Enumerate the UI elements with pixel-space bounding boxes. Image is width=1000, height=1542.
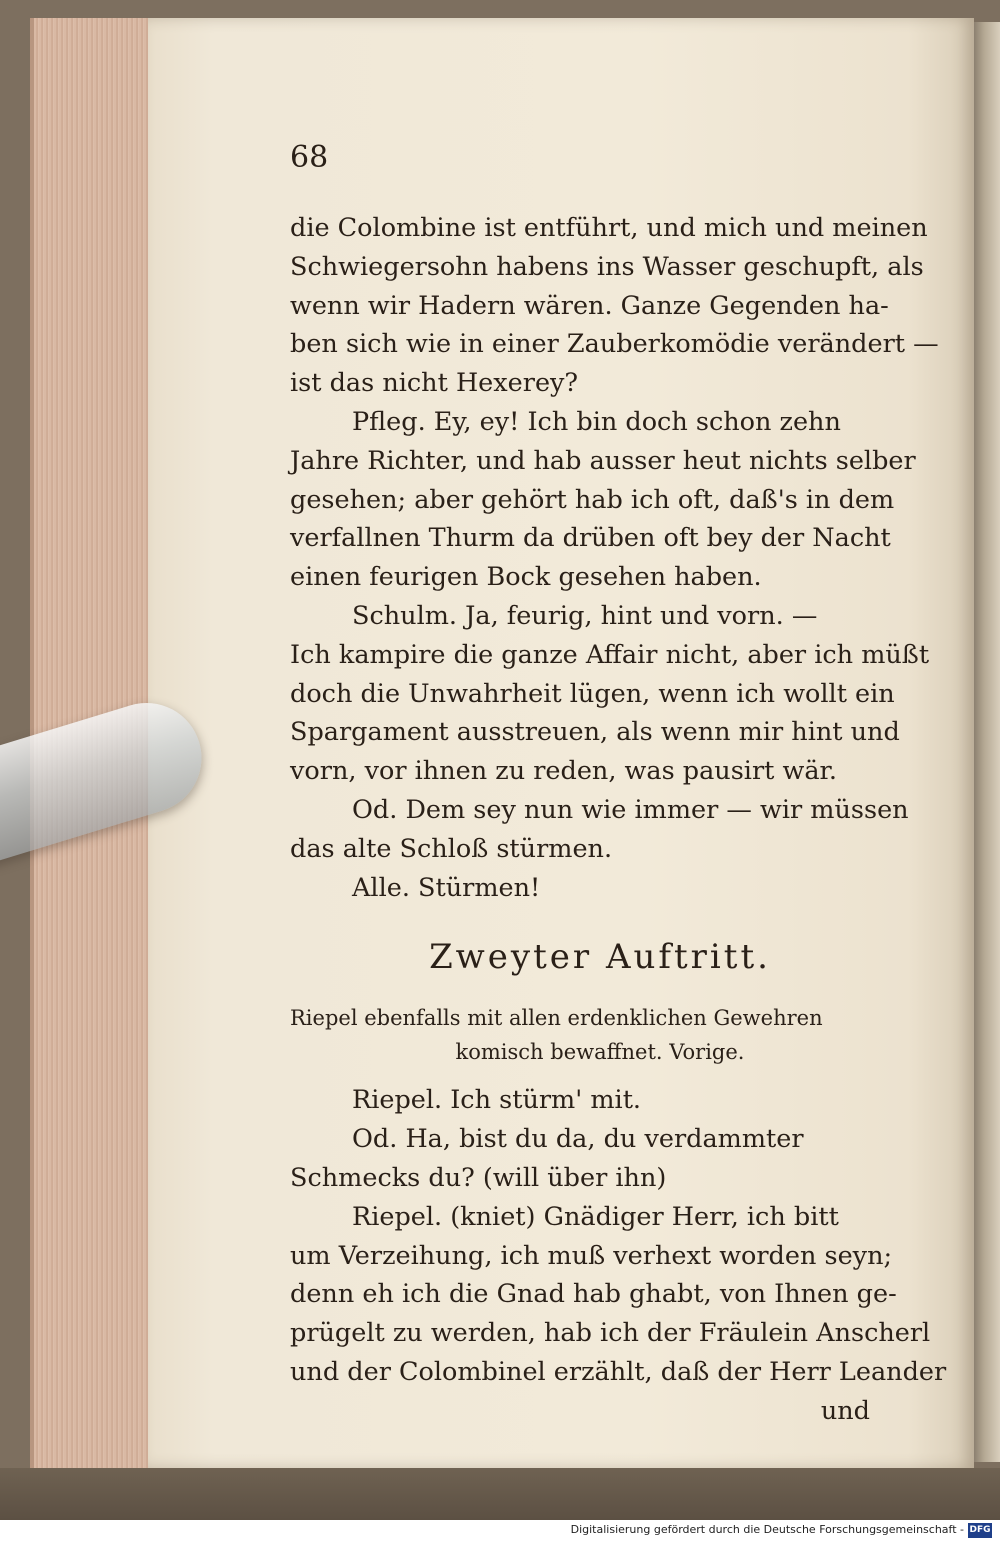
page-number: 68 <box>290 140 329 175</box>
text-line: um Verzeihung, ich muß verhext worden seyn; <box>290 1240 893 1271</box>
speech-od: Od. Dem sey nun wie immer — wir müssen <box>352 794 909 825</box>
stage-direction: Riepel ebenfalls mit allen erdenklichen Gewehren <box>290 1006 823 1031</box>
text-line: denn eh ich die Gnad hab ghabt, von Ihnen ge- <box>290 1279 897 1310</box>
text-line: wenn wir Hadern wären. Ganze Gegenden ha- <box>290 290 889 321</box>
speech-alle: Alle. Stürmen! <box>352 872 541 903</box>
speech-riepel: Riepel. (kniet) Gnädiger Herr, ich bitt <box>352 1201 839 1232</box>
text-line: das alte Schloß stürmen. <box>290 833 613 864</box>
text-line: Spargament ausstreuen, als wenn mir hint und <box>290 717 900 748</box>
footer-credit: Digitalisierung gefördert durch die Deutsche Forschungsgemeinschaft - <box>570 1523 964 1536</box>
speech-riepel: Riepel. Ich stürm' mit. <box>352 1085 642 1116</box>
text-line: ben sich wie in einer Zauberkomödie verändert — <box>290 329 939 360</box>
stage-direction: komisch bewaffnet. Vorige. <box>455 1040 745 1065</box>
text-line: gesehen; aber gehört hab ich oft, daß's in dem <box>290 484 895 515</box>
dfg-logo-icon: DFG <box>968 1523 992 1538</box>
text-line: und der Colombinel erzählt, daß der Herr Leander <box>290 1356 947 1387</box>
text-line: Jahre Richter, und hab ausser heut nichts selber <box>290 445 916 476</box>
scene-heading: Zweyter Auftritt. <box>429 937 771 978</box>
speech-od: Od. Ha, bist du da, du verdammter <box>352 1124 804 1155</box>
text-line: Schwiegersohn habens ins Wasser geschupft, als <box>290 251 924 282</box>
text-line: doch die Unwahrheit lügen, wenn ich wollt ein <box>290 678 895 709</box>
text-line: ist das nicht Hexerey? <box>290 368 579 399</box>
facing-page-edge <box>974 22 1000 1462</box>
footer-bar <box>0 1520 1000 1542</box>
bottom-shadow <box>0 1468 1000 1520</box>
text-line: vorn, vor ihnen zu reden, was pausirt wär. <box>290 756 838 787</box>
text-line: Ich kampire die ganze Affair nicht, aber ich müßt <box>290 639 930 670</box>
text-line: verfallnen Thurm da drüben oft bey der Nacht <box>290 523 891 554</box>
speech-pfleg: Pfleg. Ey, ey! Ich bin doch schon zehn <box>352 406 841 437</box>
speech-schulm: Schulm. Ja, feurig, hint und vorn. — <box>352 600 818 631</box>
text-line: prügelt zu werden, hab ich der Fräulein Anscherl <box>290 1318 931 1349</box>
catchword: und <box>820 1395 870 1426</box>
text-line: die Colombine ist entführt, und mich und meinen <box>290 213 928 243</box>
page-text <box>290 140 947 1431</box>
text-line: einen feurigen Bock gesehen haben. <box>290 562 762 593</box>
text-line: Schmecks du? (will über ihn) <box>290 1162 667 1193</box>
